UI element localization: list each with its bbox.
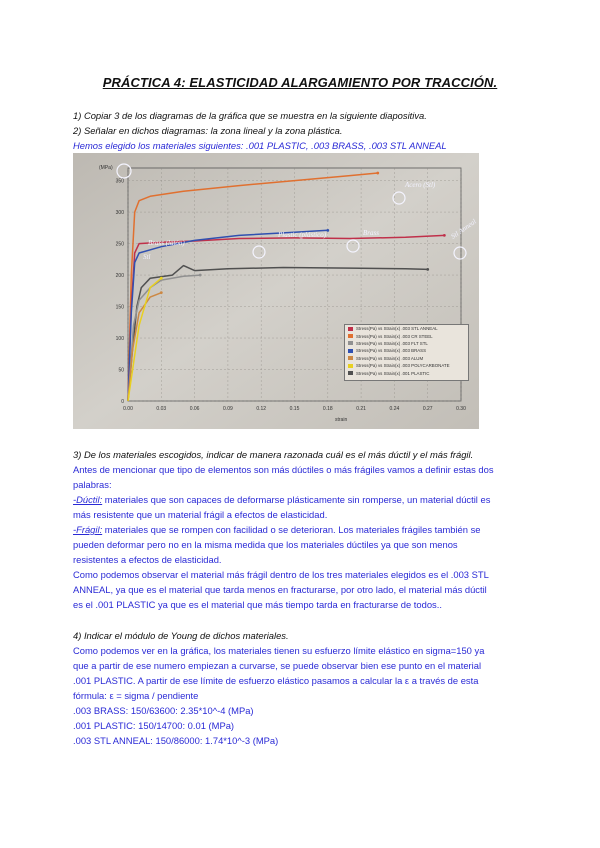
- task-2: 2) Señalar en dichos diagramas: la zona lineal y la zona plástica.: [73, 125, 343, 136]
- legend-label: Stress(Pa) vs Strain(x) .003 POLYCARBONATE: [356, 363, 450, 369]
- q3-intro-line1: Antes de mencionar que tipo de elementos son más dúctiles o más frágiles vamos a definir estas dos: [73, 464, 494, 475]
- legend-swatch: [348, 341, 353, 345]
- y-tick-label: 0: [121, 399, 124, 405]
- annotation-text-steel: Acero (Stl): [405, 181, 436, 189]
- q3-answer-line3: es el .001 PLASTIC ya que es el material que más tiempo tarda en fracturarse de todos..: [73, 599, 442, 610]
- legend-swatch: [348, 371, 353, 375]
- x-tick-label: 0.00: [123, 406, 133, 412]
- paper-background: [73, 153, 479, 429]
- legend-swatch: [348, 349, 353, 353]
- legend-item: [345, 340, 468, 347]
- chart-legend: [344, 324, 469, 381]
- x-tick-label: 0.06: [189, 406, 200, 412]
- series-end-point: [199, 274, 202, 277]
- x-tick-label: 0.09: [223, 406, 233, 412]
- series-end-point: [426, 268, 429, 271]
- legend-item: [345, 332, 468, 339]
- q3-answer-line1: Como podemos observar el material más frágil dentro de los tres materiales elegidos es el .003 STL: [73, 569, 489, 580]
- ductil-def-text: materiales que son capaces de deformarse plásticamente sin romperse, un material dúctil es: [102, 494, 491, 505]
- fragil-definition-line1: [73, 524, 481, 535]
- fragil-def-text: materiales que se rompen con facilidad o se deterioran. Los materiales frágiles también se: [102, 524, 481, 535]
- x-tick-label: 0.03: [156, 406, 167, 412]
- series-end-point: [443, 234, 446, 237]
- q4-answer-line2: que a partir de ese numero empiezan a curvarse, se puede observar bien ese punto en el material: [73, 660, 482, 671]
- q3-intro-line2: palabras:: [73, 479, 112, 490]
- young-result-plastic: .001 PLASTIC: 150/14700: 0.01 (MPa): [73, 720, 235, 731]
- x-tick-label: 0.18: [322, 406, 333, 412]
- legend-item: [345, 369, 468, 376]
- y-axis-unit: (MPa): [99, 165, 113, 171]
- annotation-text-brass: Brass (latón): [148, 239, 185, 247]
- young-result-anneal: .003 STL ANNEAL: 150/86000: 1.74*10^-3 (MPa): [73, 735, 279, 746]
- q3-answer-line2: ANNEAL, ya que es el material que tarda menos en fracturarse, por otro lado, el material más dúctil: [73, 584, 487, 595]
- x-tick-label: 0.24: [389, 406, 400, 412]
- y-tick-label: 250: [115, 241, 124, 248]
- stress-strain-chart-photo: [73, 153, 479, 429]
- task-1: 1) Copiar 3 de los diagramas de la gráfica que se muestra en la siguiente diapositiva.: [73, 110, 427, 121]
- legend-label: Stress(Pa) vs Strain(x) .003 FLT STL: [356, 340, 428, 346]
- fragil-definition-line3: resistentes a efectos de elasticidad.: [73, 554, 222, 565]
- question-3: 3) De los materiales escogidos, indicar de manera razonada cuál es el más dúctil y el más frágil.: [73, 449, 474, 460]
- y-tick-label: 300: [115, 210, 124, 217]
- fragil-term: -Frágil:: [73, 524, 103, 535]
- question-4: 4) Indicar el módulo de Young de dichos materiales.: [73, 630, 289, 641]
- y-tick-label: 350: [115, 178, 124, 185]
- series-end-point: [160, 291, 163, 294]
- legend-label: Stress(Pa) vs Strain(x) .003 ALUM: [356, 355, 424, 361]
- annotation-text-anneal: Stl Anneal: [449, 217, 478, 241]
- page-title: PRÁCTICA 4: ELASTICIDAD ALARGAMIENTO POR TRACCIÓN.: [102, 75, 498, 90]
- stress-strain-chart: [73, 153, 479, 429]
- series-end-point: [376, 172, 379, 175]
- x-tick-label: 0.12: [256, 406, 267, 412]
- y-tick-label: 150: [115, 304, 124, 311]
- annotation-text-plastic: Plastic (plástico): [278, 231, 327, 239]
- legend-swatch: [348, 334, 353, 338]
- chosen-materials: Hemos elegido los materiales siguientes: .001 PLASTIC, .003 BRASS, .003 STL ANNEAL: [73, 140, 447, 151]
- legend-item: [345, 355, 468, 362]
- legend-swatch: [348, 364, 353, 368]
- ductil-definition-line2: más resistente que un material frágil a efectos de elasticidad.: [73, 509, 328, 520]
- y-tick-label: 50: [118, 367, 124, 374]
- x-tick-label: 0.15: [289, 406, 300, 412]
- legend-label: Stress(Pa) vs Strain(x) .003 STL ANNEAL: [356, 326, 438, 332]
- young-result-brass: .003 BRASS: 150/63600: 2.35*10^-4 (MPa): [73, 705, 254, 716]
- x-tick-label: 0.27: [422, 406, 433, 412]
- annotation-text-brass2: Brass: [363, 229, 379, 237]
- ductil-term: -Dúctil:: [73, 494, 103, 505]
- legend-label: Stress(Pa) vs Strain(x) .001 PLASTIC: [356, 370, 430, 376]
- q4-answer-line4: fórmula: ε = sigma / pendiente: [73, 690, 199, 701]
- series-end-point: [160, 277, 163, 280]
- legend-item: [345, 362, 468, 369]
- q4-answer-line1: Como podemos ver en la gráfica, los materiales tienen su esfuerzo límite elástico en sigma=150 ya: [73, 645, 485, 656]
- legend-swatch: [348, 327, 353, 331]
- y-tick-label: 100: [115, 336, 124, 343]
- ductil-definition-line1: [73, 494, 490, 505]
- legend-swatch: [348, 356, 353, 360]
- x-axis-label: strain: [335, 417, 348, 423]
- legend-label: Stress(Pa) vs Strain(x) .003 CR STEEL: [356, 333, 433, 339]
- x-tick-label: 0.30: [456, 406, 466, 412]
- q4-answer-line3: .001 PLASTIC. A partir de ese límite de esfuerzo elástico pasamos a calcular la ε a través de esta: [73, 675, 479, 686]
- legend-label: Stress(Pa) vs Strain(x) .003 BRASS: [356, 348, 427, 354]
- series-end-point: [326, 229, 329, 232]
- y-tick-label: 200: [115, 273, 124, 280]
- legend-item: [345, 347, 468, 354]
- legend-item: [345, 325, 468, 332]
- x-tick-label: 0.21: [356, 406, 366, 412]
- annotation-text-stl: Stl: [143, 253, 151, 261]
- fragil-definition-line2: pueden deformar pero no en la misma medida que los materiales dúctiles ya que son menos: [73, 539, 458, 550]
